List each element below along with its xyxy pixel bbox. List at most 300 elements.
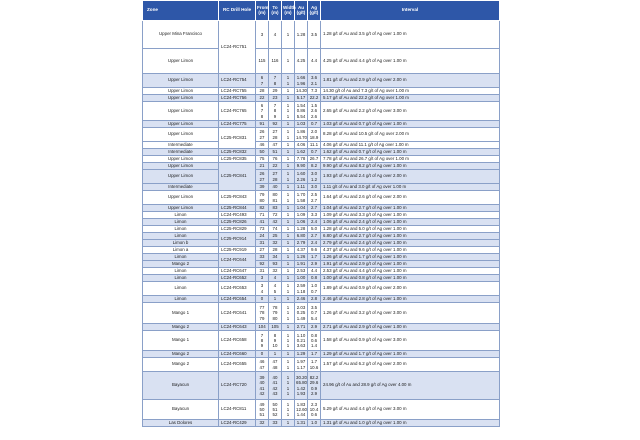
au-cell [295, 233, 308, 240]
au-value: 12.60 [296, 406, 307, 412]
ag-value: 3.0 [310, 171, 318, 177]
from-cell [256, 149, 269, 156]
width-value: 1 [286, 364, 290, 370]
drill-hole-cell: LC24-RC652 [219, 275, 256, 282]
to-value: 1 [273, 296, 277, 302]
interval-cell: 1.04 g/t of Au and 2.7 g/t of Ag over 1.00 m [321, 205, 500, 212]
drill-hole-cell: LC24-RC493 [219, 212, 256, 219]
ag-value: 2.6 [310, 108, 318, 114]
drill-hole-cell: LC25-RC844 [219, 205, 256, 212]
to-cell [269, 156, 282, 163]
width-value: 1 [286, 103, 290, 109]
header-width[interactable]: Width (m) [282, 1, 295, 21]
to-value: 51 [272, 149, 278, 155]
from-cell [256, 331, 269, 351]
from-cell [256, 226, 269, 233]
table-row [143, 219, 500, 226]
width-value: 1 [286, 134, 290, 140]
au-value: 1.70 [296, 192, 306, 198]
au-cell [295, 142, 308, 149]
width-value: 1 [286, 113, 290, 119]
zone-cell: Upper Mina Francisco [143, 21, 219, 49]
zone-cell: Mango 2 [143, 261, 219, 268]
width-cell [282, 219, 295, 226]
table-row [143, 205, 500, 212]
au-value: 2.26 [296, 176, 306, 182]
interval-cell: 2.65 g/t of Au and 2.2 g/t of Ag over 3.00 m [321, 102, 500, 121]
to-cell [269, 351, 282, 358]
from-cell [256, 358, 269, 372]
au-value: 4.25 [296, 58, 306, 64]
width-value: 1 [286, 156, 290, 162]
drill-hole-cell: LC25-RC835 [219, 156, 256, 163]
width-value: 1 [286, 315, 290, 321]
au-cell [295, 372, 308, 400]
ag-cell [308, 372, 321, 400]
width-value: 1 [286, 240, 290, 246]
au-value: 1.54 [296, 103, 306, 109]
interval-cell: 9.90 g/t of Au and 8.2 g/t of Ag over 1.00 m [321, 163, 500, 170]
interval-cell: 1.31 g/t of Au and 1.0 g/t of Ag over 1.00 m [321, 420, 500, 427]
to-value: 40 [272, 184, 278, 190]
table-row [143, 128, 500, 142]
table-row [143, 156, 500, 163]
width-value: 1 [286, 129, 290, 135]
header-zone[interactable]: Zone [143, 1, 219, 21]
width-cell [282, 351, 295, 358]
ag-cell [308, 324, 321, 331]
ag-value: 11.1 [309, 142, 319, 148]
au-cell [295, 261, 308, 268]
from-cell [256, 212, 269, 219]
au-value: 0.25 [296, 310, 306, 316]
interval-cell: 8.28 g/t of Au and 10.5 g/t of Ag over 2.00 m [321, 128, 500, 142]
au-cell [295, 163, 308, 170]
interval-cell: 1.28 g/t of Au and 3.5 g/t of Ag over 1.00 m [321, 21, 500, 49]
au-value: 1.29 [296, 351, 306, 357]
from-value: 27 [259, 176, 265, 182]
from-cell [256, 219, 269, 226]
au-value: 5.17 [296, 95, 306, 101]
to-value: 10 [272, 343, 278, 349]
to-cell [269, 191, 282, 205]
from-value: 41 [259, 219, 265, 225]
table-row [143, 74, 500, 88]
au-value: 2.46 [296, 296, 306, 302]
ag-cell [308, 49, 321, 74]
ag-cell [308, 331, 321, 351]
to-cell [269, 275, 282, 282]
drill-hole-cell: LC24-RC643 [219, 324, 256, 331]
to-value: 27 [272, 129, 278, 135]
width-cell [282, 233, 295, 240]
to-value: 42 [272, 219, 278, 225]
table-row [143, 296, 500, 303]
zone-cell: Mango 2 [143, 324, 219, 331]
ag-value: 8.2 [310, 163, 318, 169]
width-value: 1 [286, 233, 290, 239]
from-cell [256, 74, 269, 88]
to-value: 78 [272, 305, 278, 311]
width-value: 1 [286, 95, 290, 101]
drill-hole-cell: LC24-RC653 [219, 282, 256, 296]
interval-cell: 1.03 g/t of Au and 0.7 g/t of Ag over 1.00 m [321, 121, 500, 128]
width-cell [282, 212, 295, 219]
width-value: 1 [286, 337, 290, 343]
to-value: 40 [272, 375, 278, 381]
width-cell [282, 324, 295, 331]
au-cell [295, 184, 308, 191]
au-cell [295, 296, 308, 303]
table-row [143, 372, 500, 400]
from-value: 80 [259, 197, 265, 203]
from-value: 39 [259, 375, 265, 381]
drill-hole-cell: LC24-RC775 [219, 121, 256, 128]
au-value: 6.80 [296, 233, 306, 239]
from-value: 27 [259, 247, 265, 253]
ag-cell [308, 219, 321, 226]
to-value: 22 [272, 163, 278, 169]
to-cell [269, 142, 282, 149]
au-cell [295, 400, 308, 420]
table-row [143, 240, 500, 247]
to-value: 47 [272, 142, 278, 148]
ag-value: 0.8 [310, 332, 318, 338]
from-value: 26 [259, 171, 265, 177]
from-cell [256, 102, 269, 121]
from-cell [256, 170, 269, 184]
au-value: 1.86 [296, 129, 306, 135]
drill-hole-cell: LC24-RC647 [219, 268, 256, 275]
ag-value: 5.0 [310, 226, 318, 232]
zone-cell: Limon [143, 233, 219, 240]
ag-value: 0.7 [310, 310, 318, 316]
ag-value: 0.6 [310, 337, 318, 343]
au-cell [295, 268, 308, 275]
zone-cell: Bayacun [143, 400, 219, 420]
ag-value: 2.3 [310, 401, 318, 407]
interval-cell: 1.93 g/t of Au and 2.4 g/t of Ag over 2.00 m [321, 170, 500, 184]
ag-value: 2.7 [310, 233, 318, 239]
to-value: 72 [272, 212, 278, 218]
from-value: 49 [259, 401, 265, 407]
to-value: 1 [273, 351, 277, 357]
to-value: 52 [272, 412, 278, 418]
width-cell [282, 282, 295, 296]
to-cell [269, 296, 282, 303]
to-value: 48 [272, 364, 278, 370]
width-value: 1 [286, 401, 290, 407]
ag-value: 2.5 [310, 192, 318, 198]
interval-cell: 4.06 g/t of Au and 11.1 g/t of Ag over 1.00 m [321, 142, 500, 149]
table-row [143, 212, 500, 219]
ag-cell [308, 400, 321, 420]
to-cell [269, 205, 282, 212]
header-drill-hole[interactable]: RC Drill Hole [219, 1, 256, 21]
ag-value: 0.7 [310, 121, 318, 127]
to-cell [269, 121, 282, 128]
table-row [143, 324, 500, 331]
au-cell [295, 226, 308, 233]
from-value: 42 [259, 390, 265, 396]
table-row [143, 149, 500, 156]
ag-value: 3.3 [310, 212, 318, 218]
ag-cell [308, 149, 321, 156]
to-value: 23 [272, 95, 278, 101]
zone-cell: Limon b [143, 240, 219, 247]
au-cell [295, 21, 308, 49]
width-value: 1 [286, 380, 290, 386]
from-cell [256, 240, 269, 247]
width-value: 1 [286, 351, 290, 357]
zone-cell: Upper Limon [143, 170, 219, 184]
au-value: 1.44 [296, 412, 306, 418]
interval-cell: 1.62 g/t of Au and 0.7 g/t of Ag over 1.00 m [321, 149, 500, 156]
width-cell [282, 303, 295, 324]
width-cell [282, 142, 295, 149]
header-to[interactable]: To (m) [269, 1, 282, 21]
width-value: 1 [286, 197, 290, 203]
zone-cell: Upper Limon [143, 191, 219, 205]
table-row [143, 184, 500, 191]
drill-hole-cell: LC24-RC755 [219, 88, 256, 95]
width-value: 1 [286, 58, 290, 64]
drill-hole-cell: LC24-RC811 [219, 400, 256, 420]
au-cell [295, 49, 308, 74]
au-value: 1.91 [296, 261, 306, 267]
to-value: 4 [273, 275, 277, 281]
drill-hole-cell: LC24-RC654 [219, 296, 256, 303]
width-cell [282, 372, 295, 400]
table-row [143, 247, 500, 254]
interval-cell: 1.64 g/t of Au and 2.6 g/t of Ag over 2.00 m [321, 191, 500, 205]
width-value: 1 [286, 332, 290, 338]
to-value: 51 [272, 406, 278, 412]
au-value: 1.58 [296, 197, 306, 203]
from-cell [256, 184, 269, 191]
from-value: 104 [258, 324, 266, 330]
width-value: 1 [286, 375, 290, 381]
au-value: 1.28 [296, 31, 306, 37]
from-value: 26 [259, 129, 265, 135]
table-row [143, 163, 500, 170]
to-value: 7 [273, 103, 277, 109]
from-cell [256, 233, 269, 240]
to-value: 76 [272, 156, 278, 162]
from-value: 75 [259, 156, 265, 162]
width-cell [282, 247, 295, 254]
au-cell [295, 149, 308, 156]
to-value: 28 [272, 176, 278, 182]
width-cell [282, 331, 295, 351]
width-cell [282, 254, 295, 261]
to-cell [269, 233, 282, 240]
au-cell [295, 275, 308, 282]
interval-cell: 1.26 g/t of Au and 3.2 g/t of Ag over 3.00 m [321, 303, 500, 324]
interval-cell: 1.00 g/t of Au and 0.8 g/t of Ag over 1.00 m [321, 275, 500, 282]
from-value: 33 [259, 254, 265, 260]
width-value: 1 [286, 268, 290, 274]
from-cell [256, 282, 269, 296]
from-value: 46 [259, 359, 265, 365]
au-value: 1.83 [296, 401, 306, 407]
drill-hole-cell: LC24-RC658 [219, 331, 256, 351]
header-au[interactable]: Au (g/t) [295, 1, 308, 21]
ag-cell [308, 303, 321, 324]
from-cell [256, 296, 269, 303]
ag-value: 2.0 [310, 129, 318, 135]
to-cell [269, 184, 282, 191]
from-value: 4 [260, 288, 264, 294]
au-value: 2.53 [296, 268, 306, 274]
au-value: 1.31 [296, 420, 306, 426]
to-cell [269, 219, 282, 226]
from-cell [256, 156, 269, 163]
from-value: 39 [259, 184, 265, 190]
ag-cell [308, 282, 321, 296]
au-cell [295, 254, 308, 261]
ag-value: 1.4 [310, 343, 318, 349]
au-value: 2.71 [296, 324, 306, 330]
table-row [143, 331, 500, 351]
ag-value: 2.7 [310, 205, 318, 211]
width-cell [282, 163, 295, 170]
from-value: 7 [260, 108, 264, 114]
width-value: 1 [286, 149, 290, 155]
au-cell [295, 247, 308, 254]
au-value: 30.20 [296, 375, 307, 381]
ag-value: 5.4 [310, 315, 318, 321]
width-cell [282, 102, 295, 121]
width-value: 1 [286, 406, 290, 412]
zone-cell: Mango 2 [143, 351, 219, 358]
au-value: 1.10 [296, 332, 306, 338]
au-cell [295, 358, 308, 372]
ag-cell [308, 21, 321, 49]
from-value: 77 [259, 305, 265, 311]
zone-cell: Mango 2 [143, 358, 219, 372]
au-value: 1.06 [296, 219, 306, 225]
table-row [143, 142, 500, 149]
table-row [143, 268, 500, 275]
from-value: 0 [260, 351, 264, 357]
zone-cell: Upper Limon [143, 74, 219, 88]
drill-hole-cell: LC25-RC826 [219, 219, 256, 226]
width-value: 1 [286, 192, 290, 198]
ag-value: 29.6 [309, 380, 319, 386]
width-value: 1 [286, 142, 290, 148]
au-value: 0.86 [296, 108, 306, 114]
ag-value: 0.9 [310, 385, 318, 391]
au-cell [295, 102, 308, 121]
from-value: 3 [260, 31, 264, 37]
from-value: 78 [259, 310, 265, 316]
from-cell [256, 88, 269, 95]
to-cell [269, 358, 282, 372]
to-cell [269, 303, 282, 324]
header-ag[interactable]: Ag (g/t) [308, 1, 321, 21]
zone-cell: Upper Limon [143, 156, 219, 163]
from-value: 32 [259, 420, 265, 426]
drill-hole-cell: LC25-RC914 [219, 233, 256, 247]
ag-value: 1.0 [310, 283, 318, 289]
width-value: 1 [286, 184, 290, 190]
interval-cell: 2.71 g/t of Au and 2.9 g/t of Ag over 1.00 m [321, 324, 500, 331]
to-value: 50 [272, 401, 278, 407]
table-row [143, 282, 500, 296]
from-value: 8 [260, 113, 264, 119]
ag-value: 2.9 [310, 324, 318, 330]
width-cell [282, 420, 295, 427]
to-value: 83 [272, 205, 278, 211]
width-cell [282, 21, 295, 49]
au-cell [295, 88, 308, 95]
width-value: 1 [286, 261, 290, 267]
width-value: 1 [286, 420, 290, 426]
au-value: 1.26 [296, 254, 306, 260]
au-value: 1.62 [296, 149, 306, 155]
width-value: 1 [286, 310, 290, 316]
to-cell [269, 74, 282, 88]
interval-cell: 1.89 g/t of Au and 0.9 g/t of Ag over 2.00 m [321, 282, 500, 296]
width-value: 1 [286, 296, 290, 302]
to-cell [269, 282, 282, 296]
zone-cell: Limon [143, 282, 219, 296]
drill-hole-cell: LC24-RC429 [219, 420, 256, 427]
width-cell [282, 296, 295, 303]
width-cell [282, 95, 295, 102]
ag-value: 10.6 [309, 364, 319, 370]
ag-value: 1.7 [310, 351, 318, 357]
width-value: 1 [286, 219, 290, 225]
interval-cell: 1.06 g/t of Au and 2.4 g/t of Ag over 1.00 m [321, 219, 500, 226]
table-row [143, 261, 500, 268]
from-cell [256, 268, 269, 275]
zone-cell: Limon a [143, 247, 219, 254]
zone-cell: Upper Limon [143, 102, 219, 121]
au-cell [295, 324, 308, 331]
width-value: 1 [286, 171, 290, 177]
ag-value: 4.4 [310, 58, 318, 64]
from-value: 8 [260, 337, 264, 343]
to-value: 80 [272, 315, 278, 321]
width-cell [282, 88, 295, 95]
ag-value: 2.8 [310, 296, 318, 302]
interval-cell: 1.58 g/t of Au and 0.9 g/t of Ag over 3.00 m [321, 331, 500, 351]
ag-value: 82.2 [309, 375, 319, 381]
from-value: 0 [260, 296, 264, 302]
au-value: 14.70 [296, 134, 307, 140]
header-from[interactable]: From (m) [256, 1, 269, 21]
to-cell [269, 400, 282, 420]
width-value: 1 [286, 412, 290, 418]
to-value: 47 [272, 359, 278, 365]
interval-cell: 6.80 g/t of Au and 2.7 g/t of Ag over 1.00 m [321, 233, 500, 240]
interval-cell: 7.78 g/t of Au and 26.7 g/t of Ag over 1.00 m [321, 156, 500, 163]
header-interval[interactable]: Interval [321, 1, 500, 21]
from-value: 71 [259, 212, 265, 218]
drill-hole-cell: LC25-RC919 [219, 247, 256, 254]
drill-hole-cell: LC24-RC660 [219, 351, 256, 358]
ag-cell [308, 163, 321, 170]
interval-cell: 4.25 g/t of Au and 4.4 g/t of Ag over 1.00 m [321, 49, 500, 74]
from-value: 79 [259, 315, 265, 321]
width-value: 1 [286, 324, 290, 330]
zone-cell: Upper Limon [143, 205, 219, 212]
width-value: 1 [286, 80, 290, 86]
to-value: 32 [272, 268, 278, 274]
table-header [143, 1, 500, 21]
